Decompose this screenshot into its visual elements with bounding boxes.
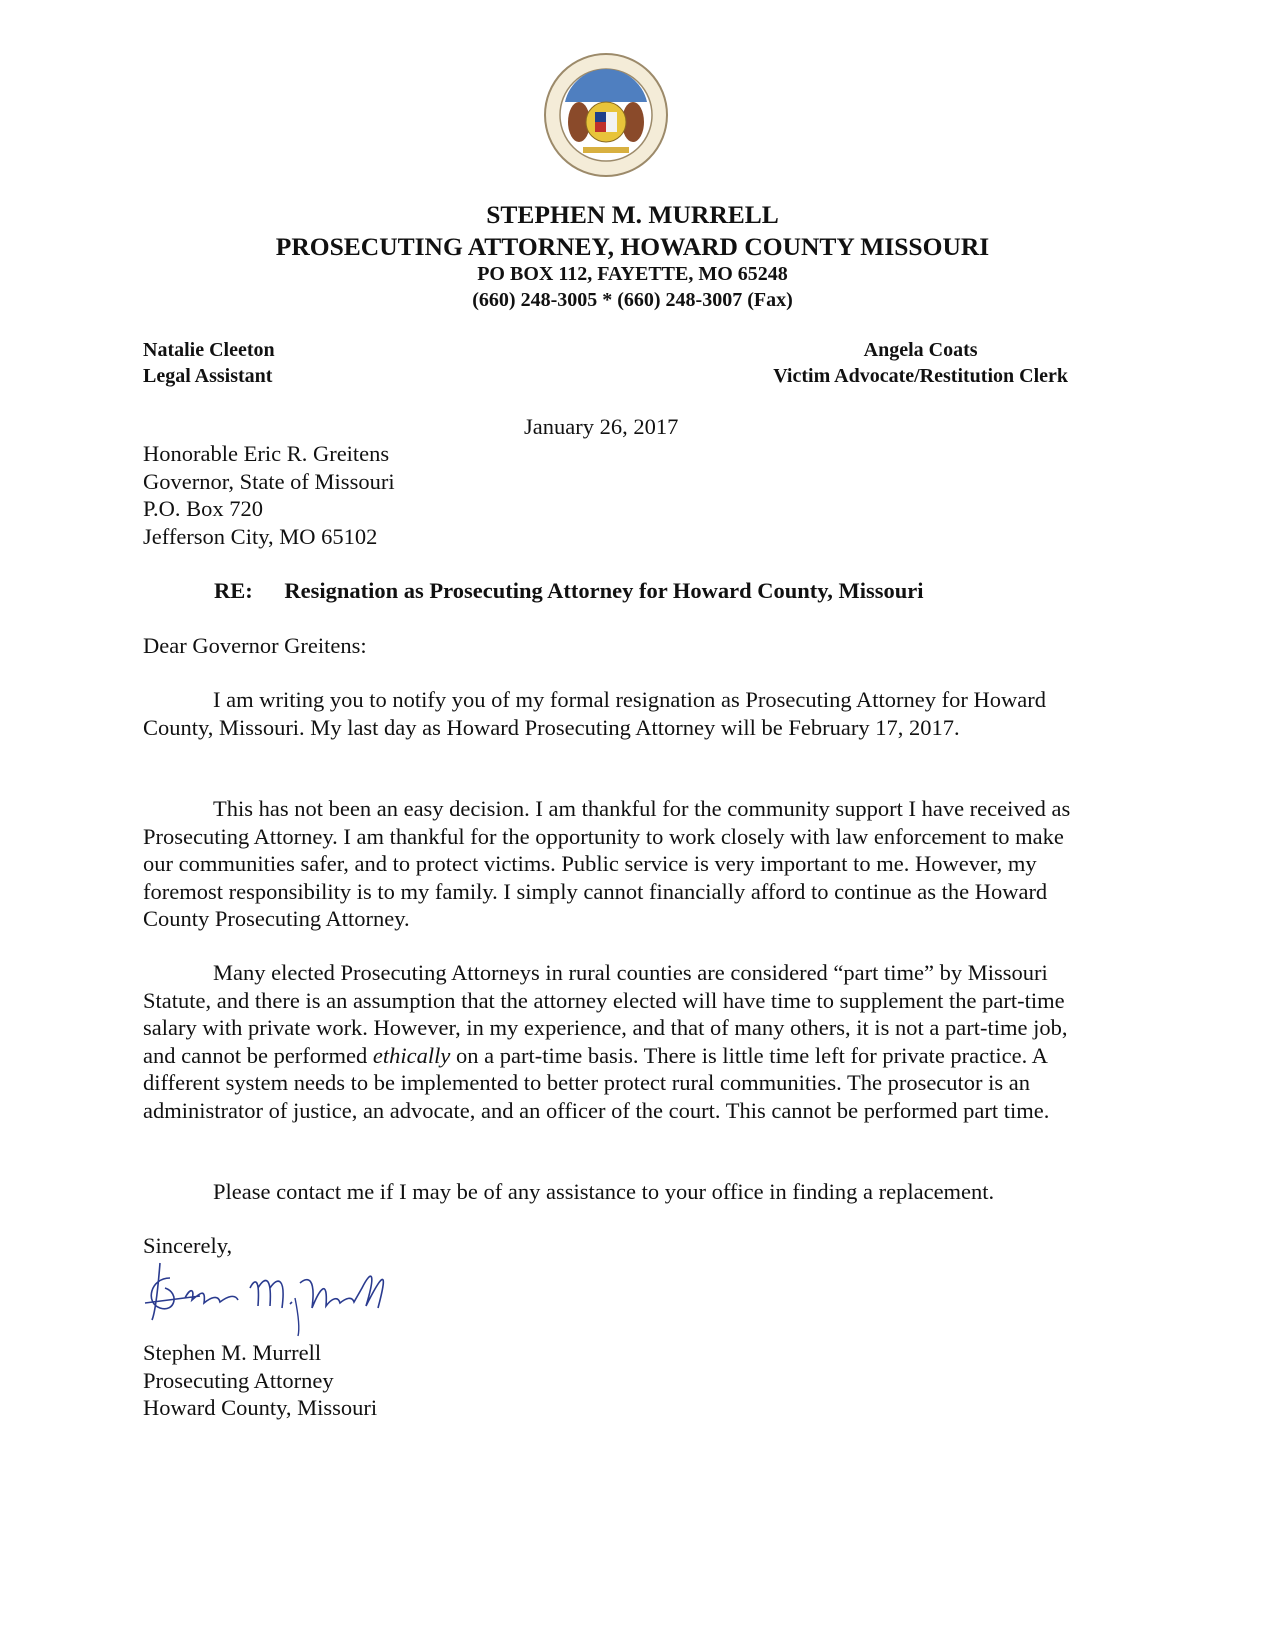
recipient-line: Jefferson City, MO 65102 <box>143 523 378 549</box>
signer-name: Stephen M. Murrell <box>143 1340 322 1365</box>
paragraph-4: Please contact me if I may be of any assistance to your office in finding a replacement. <box>213 1179 995 1204</box>
staff-left-name: Natalie Cleeton <box>143 339 275 361</box>
recipient-address <box>143 440 395 550</box>
staff-right-name: Angela Coats <box>863 339 978 361</box>
staff-left-role: Legal Assistant <box>143 365 273 387</box>
signature-block <box>143 1339 377 1422</box>
staff-right <box>773 337 1068 389</box>
recipient-line: P.O. Box 720 <box>143 496 264 521</box>
signer-county: Howard County, Missouri <box>143 1395 378 1420</box>
re-label: RE: <box>214 578 253 603</box>
staff-right-role: Victim Advocate/Restitution Clerk <box>773 365 1068 387</box>
closing: Sincerely, <box>143 1233 233 1258</box>
paragraph-3-emphasis: ethically <box>372 1042 451 1068</box>
letter-date: January 26, 2017 <box>524 414 679 439</box>
paragraph-1: I am writing you to notify you of my formal resignation as Prosecuting Attorney for Howard County, Missouri. My last day as Howard Prosecuting Attorney will be February 17, 2017. <box>143 687 1046 740</box>
paragraph-3-text: Many elected Prosecuting Attorneys in rural counties are considered “part time” by Missouri Statute, and there is an assumption that the attorney elected will have time to supplement the part-time salary with private work. However, in my experience, and that of many others, it is not a part-time job, and cannot be performed <box>143 960 1068 1068</box>
re-subject: Resignation as Prosecuting Attorney for Howard County, Missouri <box>284 578 924 603</box>
recipient-line: Governor, State of Missouri <box>143 468 395 494</box>
letterhead-name: STEPHEN M. MURRELL <box>486 200 779 229</box>
signature-image <box>140 1258 400 1338</box>
signer-title: Prosecuting Attorney <box>143 1367 334 1393</box>
missouri-state-seal-icon <box>543 52 669 178</box>
staff-left <box>143 337 275 389</box>
paragraph-2: This has not been an easy decision. I am thankful for the community support I have received as Prosecuting Attorney. I am thankful for the opportunity to work closely with law enforcement to make our communities safer, and to protect victims. Public service is very important to me. However, my foremost responsibility is to my family. I simply cannot financially afford to continue as the Howard County Prosecuting Attorney. <box>143 796 1071 931</box>
letterhead-phone: (660) 248-3005 * (660) 248-3007 (Fax) <box>472 289 793 311</box>
letterhead-title: PROSECUTING ATTORNEY, HOWARD COUNTY MISSOURI <box>275 232 990 261</box>
re-line <box>214 577 924 605</box>
paragraph-3-text: on a part-time basis. There is little time left for private practice. A different system needs to be implemented to better protect rural communities. The prosecutor is an administrator of justice, an advocate, and an officer of the court. This cannot be performed part time. <box>143 1042 1050 1123</box>
salutation: Dear Governor Greitens: <box>143 633 367 658</box>
letterhead-address: PO BOX 112, FAYETTE, MO 65248 <box>477 263 788 285</box>
recipient-line: Honorable Eric R. Greitens <box>143 441 390 466</box>
paragraph-3 <box>143 959 1073 1124</box>
